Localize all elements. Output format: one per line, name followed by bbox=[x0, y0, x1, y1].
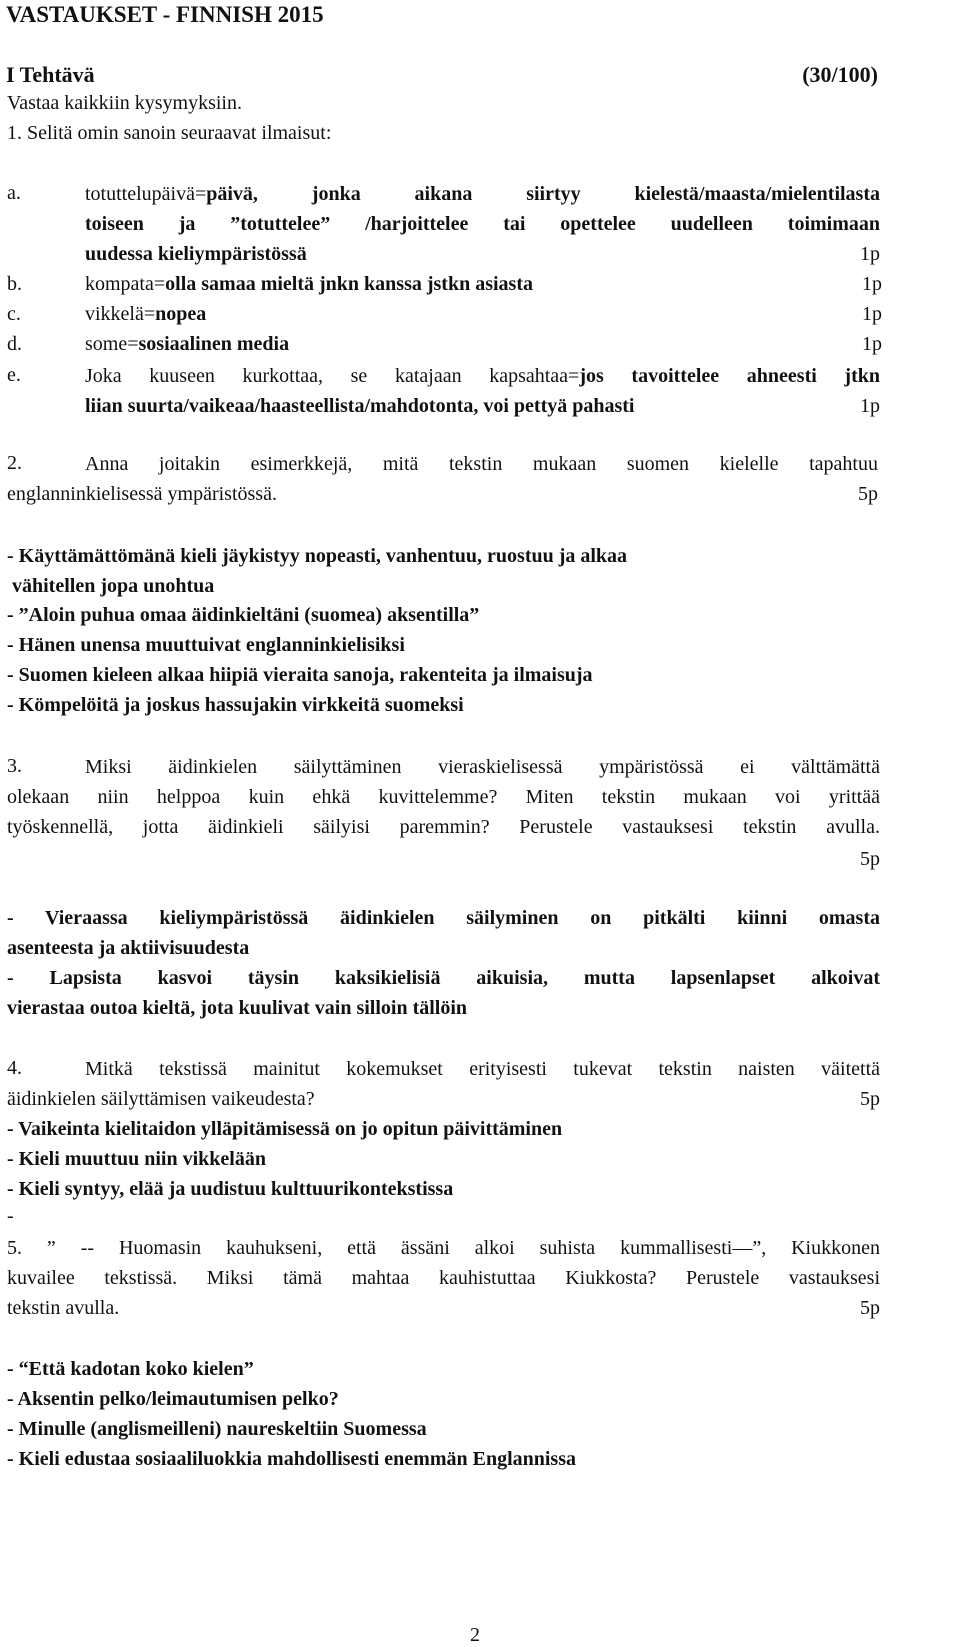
q2-line-1: Anna joitakin esimerkkejä, mitä tekstin mukaan suomen kielelle tapahtuu bbox=[85, 453, 878, 475]
points-label: 5p bbox=[860, 1297, 880, 1319]
answer-line: - Kömpelöitä ja joskus hassujakin virkkeitä suomeksi bbox=[7, 694, 464, 716]
points-label: 1p bbox=[862, 273, 882, 295]
answer-line: vierastaa outoa kieltä, jota kuulivat vain silloin tällöin bbox=[7, 997, 468, 1019]
intro-line-1: Vastaa kaikkiin kysymyksiin. bbox=[7, 92, 242, 114]
item-marker: a. bbox=[7, 182, 21, 204]
item-marker: c. bbox=[7, 303, 21, 325]
q4-line-2: äidinkielen säilyttämisen vaikeudesta? 5p bbox=[7, 1088, 880, 1110]
section-score: (30/100) bbox=[802, 62, 878, 87]
question-marker: 4. bbox=[7, 1057, 22, 1079]
question-marker: 2. bbox=[7, 452, 22, 474]
q4-line-1: Mitkä tekstissä mainitut kokemukset erityisesti tukevat tekstin naisten väitettä bbox=[85, 1058, 880, 1080]
q1e-line-1: Joka kuuseen kurkottaa, se katajaan kapsahtaa=jos tavoittelee ahneesti jtkn bbox=[85, 365, 880, 387]
answer-line: - Käyttämättömänä kieli jäykistyy nopeasti, vanhentuu, ruostuu ja alkaa bbox=[7, 545, 628, 567]
q3-line-1: Miksi äidinkielen säilyttäminen vieraskielisessä ympäristössä ei välttämättä bbox=[85, 756, 880, 778]
answer-line: - Kieli muuttuu niin vikkelään bbox=[7, 1148, 266, 1170]
points-label: 1p bbox=[862, 303, 882, 325]
answer-line: - Suomen kieleen alkaa hiipiä vieraita sanoja, rakenteita ja ilmaisuja bbox=[7, 664, 593, 686]
points-label: 5p bbox=[858, 483, 878, 505]
answer-line: asenteesta ja aktiivisuudesta bbox=[7, 937, 250, 959]
question-marker: 3. bbox=[7, 755, 22, 777]
q1-item-b: b. kompata=olla samaa mieltä jnkn kanssa jstkn asiasta 1p bbox=[7, 273, 882, 295]
section-heading bbox=[6, 62, 878, 88]
q5-line-3: tekstin avulla. 5p bbox=[7, 1297, 880, 1319]
q3-line-3: työskennellä, jotta äidinkieli säilyisi paremmin? Perustele vastauksesi tekstin avulla. bbox=[7, 816, 880, 838]
answer-line: - bbox=[7, 1205, 14, 1227]
points-label: 1p bbox=[860, 395, 880, 417]
q1a-line-2: toiseen ja ”totuttelee” /harjoittelee tai opettelee uudelleen toimimaan bbox=[85, 213, 880, 235]
answer-line: - Hänen unensa muuttuivat englanninkielisiksi bbox=[7, 634, 405, 656]
q3-line-2: olekaan niin helppoa kuin ehkä kuvittelemme? Miten tekstin mukaan voi yrittää bbox=[7, 786, 880, 808]
section-name: I Tehtävä bbox=[6, 62, 95, 87]
q2-line-2: englanninkielisessä ympäristössä. 5p bbox=[7, 483, 878, 505]
points-label: 1p bbox=[860, 243, 880, 265]
item-marker: b. bbox=[7, 273, 22, 295]
answer-line: - Vieraassa kieliympäristössä äidinkielen säilyminen on pitkälti kiinni omasta bbox=[7, 907, 880, 929]
page-number: 2 bbox=[470, 1624, 480, 1646]
points-label: 1p bbox=[862, 333, 882, 355]
q1a-line-3: uudessa kieliympäristössä 1p bbox=[85, 243, 880, 265]
q1a-line-1: totuttelupäivä=päivä, jonka aikana siirtyy kielestä/maasta/mielentilasta bbox=[85, 183, 880, 205]
q1-item-d: d. some=sosiaalinen media 1p bbox=[7, 333, 882, 355]
points-label: 5p bbox=[860, 848, 880, 870]
answer-line: - Minulle (anglismeilleni) naureskeltiin Suomessa bbox=[7, 1418, 427, 1440]
q1e-line-2: liian suurta/vaikeaa/haasteellista/mahdotonta, voi pettyä pahasti 1p bbox=[85, 395, 880, 417]
q5-line-2: kuvailee tekstissä. Miksi tämä mahtaa kauhistuttaa Kiukkosta? Perustele vastauksesi bbox=[7, 1267, 880, 1289]
points-label: 5p bbox=[860, 1088, 880, 1110]
answer-line: - Kieli edustaa sosiaaliluokkia mahdollisesti enemmän Englannissa bbox=[7, 1448, 576, 1470]
q1-item-c: c. vikkelä=nopea 1p bbox=[7, 303, 882, 325]
answer-line: - ”Aloin puhua omaa äidinkieltäni (suomea) aksentilla” bbox=[7, 604, 480, 626]
answer-line: - “Että kadotan koko kielen” bbox=[7, 1358, 254, 1380]
document-title: VASTAUKSET - FINNISH 2015 bbox=[6, 2, 324, 27]
answer-line: - Lapsista kasvoi täysin kaksikielisiä aikuisia, mutta lapsenlapset alkoivat bbox=[7, 967, 880, 989]
intro-line-2: 1. Selitä omin sanoin seuraavat ilmaisut: bbox=[7, 122, 332, 144]
answer-line: - Vaikeinta kielitaidon ylläpitämisessä on jo opitun päivittäminen bbox=[7, 1118, 563, 1140]
answer-line: - Kieli syntyy, elää ja uudistuu kulttuurikontekstissa bbox=[7, 1178, 454, 1200]
q5-line-1: 5. ” -- Huomasin kauhukseni, että ässäni alkoi suhista kummallisesti—”, Kiukkonen bbox=[7, 1237, 880, 1259]
answer-line: - Aksentin pelko/leimautumisen pelko? bbox=[7, 1388, 339, 1410]
answer-line: vähitellen jopa unohtua bbox=[12, 575, 215, 597]
item-marker: e. bbox=[7, 364, 21, 386]
item-marker: d. bbox=[7, 333, 22, 355]
